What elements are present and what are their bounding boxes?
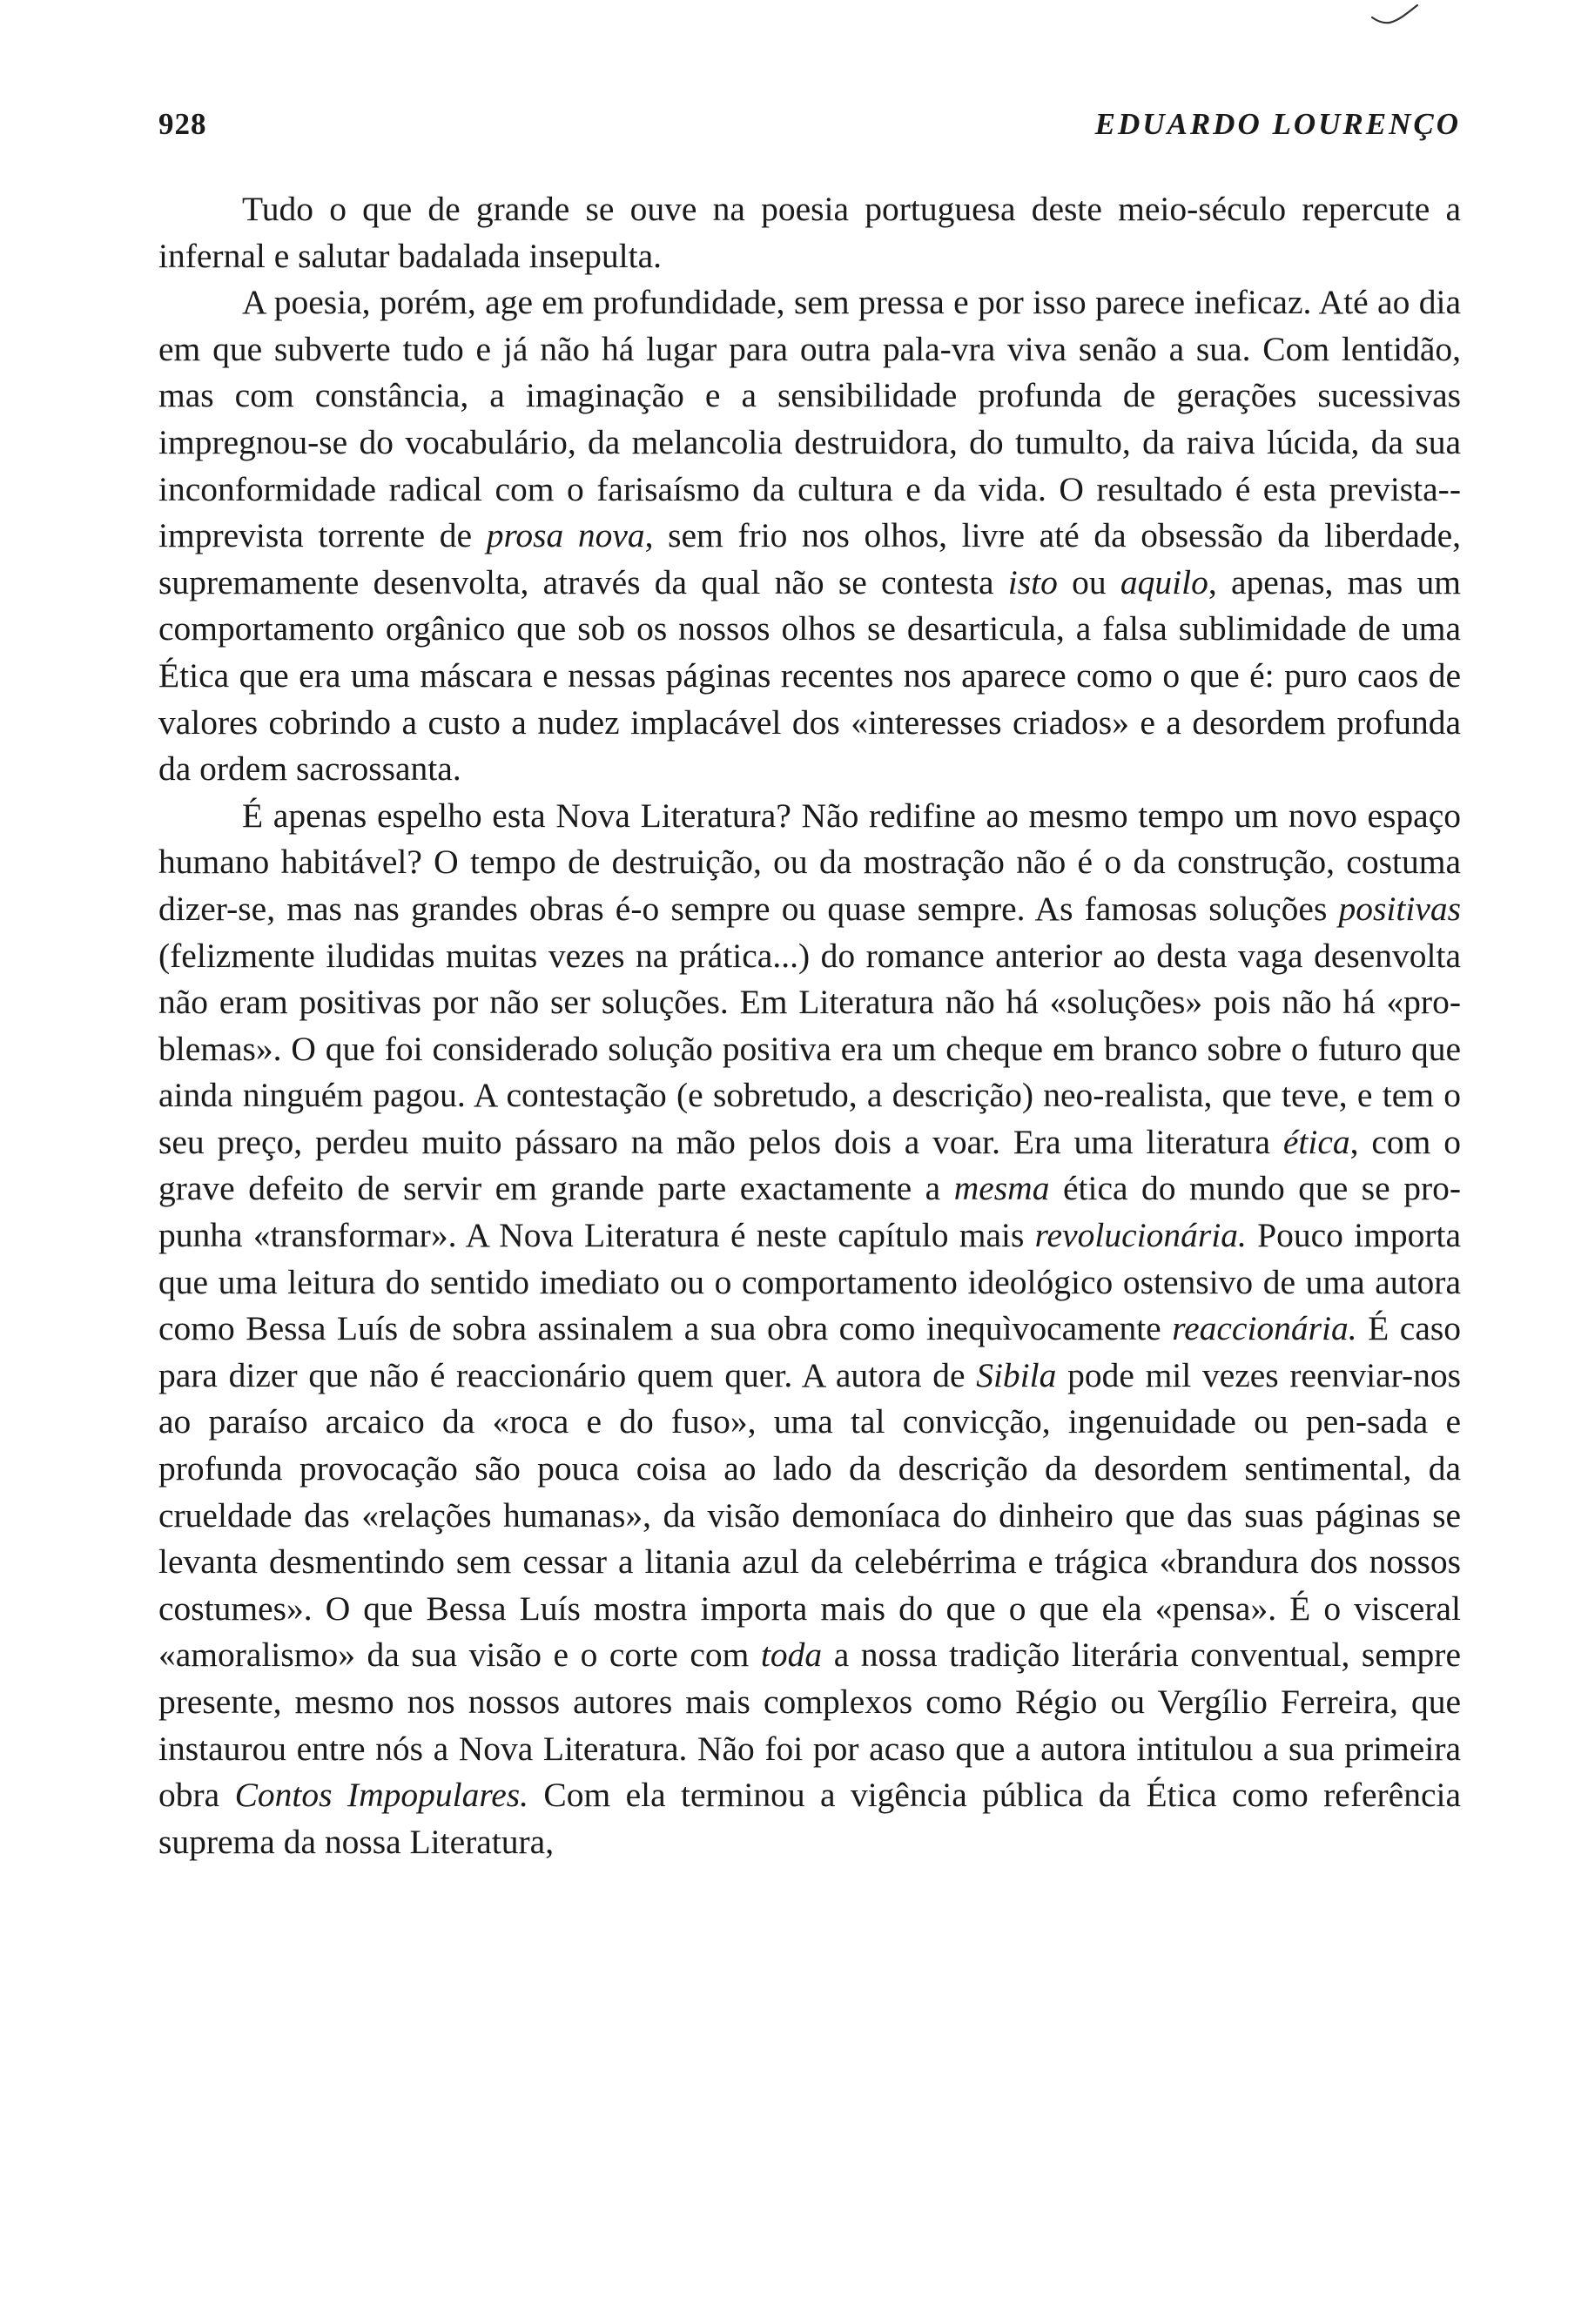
body-text bbox=[158, 186, 1461, 1865]
text-segment: , apenas, mas um comportamento orgânico que sob os nossos olhos se desarticula, a falsa sublimidade de uma Ética que era uma máscara e nessas páginas recentes nos aparece como o que é: puro caos de valores cobrindo a custo a nudez implacável dos «interesses criados» e a desordem profunda da ordem sacrossanta. bbox=[158, 562, 1461, 789]
text-segment: É caso para dizer que não é reaccionário quem quer. A autora de bbox=[158, 1309, 1461, 1394]
text-segment: ética do mundo que se pro-punha «transformar». A Nova Literatura é neste capítulo mais bbox=[158, 1169, 1462, 1255]
text-segment: , com o grave defeito de servir em grande parte exactamente a bbox=[158, 1122, 1461, 1208]
paragraph bbox=[158, 279, 1461, 793]
italic-text-segment: revolucionária. bbox=[1034, 1216, 1247, 1255]
text-segment: É apenas espelho esta Nova Literatura? Não redifine ao mesmo tempo um novo espaço humano habitável? O tempo de destruição, ou da mostração não é o da construção, costuma dizer-se, mas nas grandes obras é-o sempre ou quase sempre. As famosas soluções bbox=[158, 796, 1461, 928]
paragraph bbox=[158, 186, 1461, 279]
text-segment: a nossa tradição literária conventual, sempre presente, mesmo nos nossos autores mais complexos como Régio ou Vergílio Ferreira, que instaurou entre nós a Nova Literatura. Não foi por acaso que a autora intitulou a sua primeira obra bbox=[158, 1636, 1461, 1815]
text-segment: A poesia, porém, age em profundidade, sem pressa e por isso parece ineficaz. Até ao dia em que subverte tudo e já não há lugar para outra pala-vra viva senão a sua. Com lentidão, mas com constância, a imaginação e a sensibilidade profunda de gerações sucessivas impregnou-se do vocabulário, da melancolia destruidora, do tumulto, da raiva lúcida, da sua inconformidade radical com o farisaísmo da cultura e da vida. O resultado é esta prevista--imprevista torrente de bbox=[158, 283, 1461, 555]
text-segment: Tudo o que de grande se ouve na poesia portuguesa deste meio-século repercute a infernal e salutar badalada insepulta. bbox=[158, 190, 1461, 275]
text-segment: , sem frio nos olhos, livre até da obsessão da liberdade, supremamente desenvolta, através da qual não se contesta bbox=[158, 516, 1462, 601]
italic-text-segment: aquilo bbox=[1120, 562, 1208, 601]
italic-text-segment: Sibila bbox=[976, 1355, 1057, 1394]
text-segment: pode mil vezes reenviar-nos ao paraíso arcaico da «roca e do fuso», uma tal convicção, ingenuidade ou pen-sada e profunda provocação são pouca coisa ao lado da descrição da desordem sentimental, da crueldade das «relações humanas», da visão demoníaca do dinheiro que das suas páginas se levanta desmentindo sem cessar a litania azul da celebérrima e trágica «brandura dos nossos costumes». O que Bessa Luís mostra importa mais do que o que ela «pensa». É o visceral «amoralismo» da sua visão e o corte com bbox=[158, 1355, 1461, 1675]
italic-text-segment: ética bbox=[1282, 1122, 1350, 1161]
text-segment: Com ela terminou a vigência pública da Ética como referência suprema da nossa Literatura, bbox=[158, 1776, 1461, 1861]
italic-text-segment: reaccionária. bbox=[1172, 1309, 1357, 1348]
text-segment: ou bbox=[1057, 562, 1120, 601]
paragraph bbox=[158, 793, 1461, 1866]
italic-text-segment: isto bbox=[1007, 562, 1058, 601]
page-number: 928 bbox=[158, 107, 207, 141]
handwritten-check-mark-icon bbox=[1369, 2, 1421, 30]
italic-text-segment: Contos Impopulares. bbox=[234, 1776, 528, 1815]
running-head-author: EDUARDO LOURENÇO bbox=[1094, 107, 1461, 141]
italic-text-segment: toda bbox=[760, 1636, 823, 1675]
italic-text-segment: positivas bbox=[1338, 889, 1461, 928]
text-segment: (felizmente iludidas muitas vezes na prática...) do romance anterior ao desta vaga desenvolta não eram positivas por não ser soluções. Em Literatura não há «soluções» pois não há «pro-blemas». O que foi considerado solução positiva era um cheque em branco sobre o futuro que ainda ninguém pagou. A contestação (e sobretudo, a descrição) neo-realista, que teve, e tem o seu preço, perdeu muito pássaro na mão pelos dois a voar. Era uma literatura bbox=[158, 936, 1461, 1161]
italic-text-segment: mesma bbox=[953, 1169, 1050, 1208]
italic-text-segment: prosa nova bbox=[486, 516, 645, 555]
running-head bbox=[158, 103, 1461, 146]
text-segment: Pouco importa que uma leitura do sentido imediato ou o comportamento ideológico ostensivo de uma autora como Bessa Luís de sobra assinalem a sua obra como inequìvocamente bbox=[158, 1216, 1461, 1348]
